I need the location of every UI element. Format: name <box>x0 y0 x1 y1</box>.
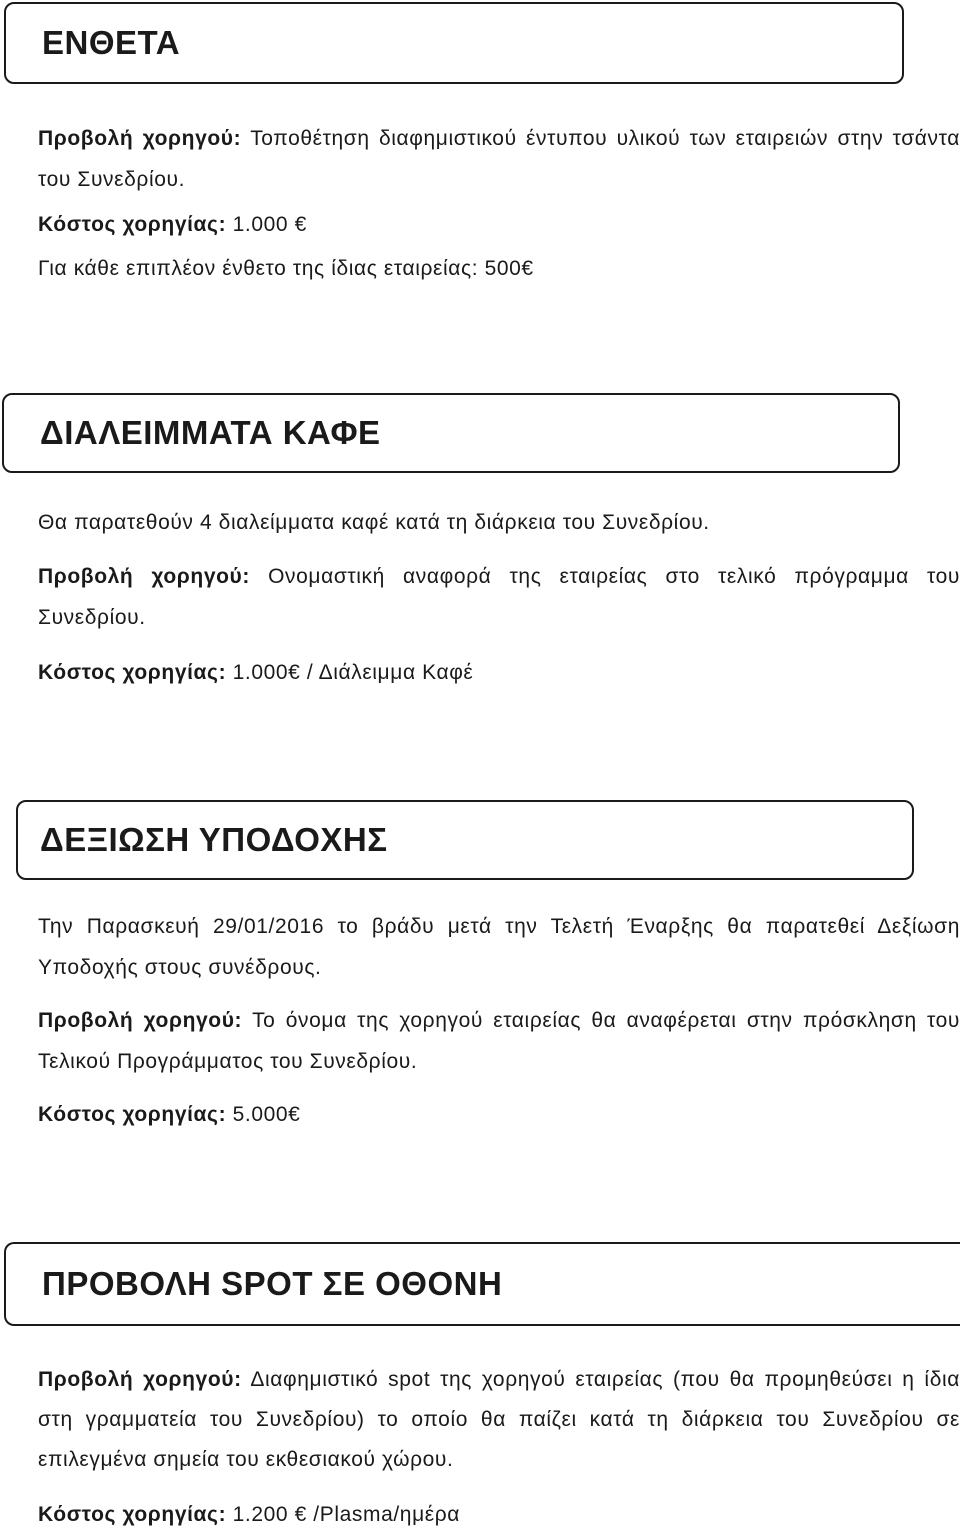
cost-value: 1.000€ / Διάλειμμα Καφέ <box>232 661 474 684</box>
cost-line <box>38 204 960 245</box>
intro-text: Την Παρασκευή 29/01/2016 το βράδυ μετά την Τελετή Έναρξης θα παρατεθεί Δεξίωση Υποδοχής στους συνέδρους. <box>38 915 960 979</box>
exposure-text: Τοποθέτηση διαφημιστικού έντυπου υλικού των εταιρειών στην τσάντα του Συνεδρίου. <box>38 127 960 191</box>
cost-line <box>38 1094 960 1135</box>
cost-label: Κόστος χορηγίας: <box>38 213 227 236</box>
exposure-text: Διαφημιστικό spot της χορηγού εταιρείας (που θα προμηθεύσει η ίδια στη γραμματεία του Συνεδρίου) το οποίο θα παίζει κατά τη διάρκεια του Συνεδρίου σε επιλεγμένα σημεία του εκθεσιακού χώρου. <box>38 1368 960 1471</box>
sponsor-exposure-paragraph <box>38 556 960 638</box>
section-title: ΕΝΘΕΤΑ <box>42 24 181 61</box>
sponsor-exposure-paragraph <box>38 1000 960 1082</box>
exposure-label: Προβολή χορηγού: <box>38 565 250 588</box>
section-heading-spot-screen <box>4 1242 960 1326</box>
extra-text: Για κάθε επιπλέον ένθετο της ίδιας εταιρείας: 500€ <box>38 257 534 280</box>
section-heading-entheta <box>4 2 904 84</box>
exposure-text: Ονομαστική αναφορά της εταιρείας στο τελικό πρόγραμμα του Συνεδρίου. <box>38 565 960 629</box>
cost-line <box>38 1494 960 1535</box>
section-heading-coffee-breaks <box>2 393 900 473</box>
section-title: ΠΡΟΒΟΛΗ SPOT ΣΕ ΟΘΟΝΗ <box>42 1265 503 1302</box>
cost-value: 5.000€ <box>232 1103 301 1126</box>
exposure-label: Προβολή χορηγού: <box>38 127 242 150</box>
section-heading-reception <box>16 800 914 880</box>
intro-paragraph <box>38 502 960 543</box>
sponsor-exposure-paragraph <box>38 1360 960 1480</box>
extra-insert-line <box>38 248 960 289</box>
cost-label: Κόστος χορηγίας: <box>38 661 227 684</box>
exposure-label: Προβολή χορηγού: <box>38 1009 243 1032</box>
intro-text: Θα παρατεθούν 4 διαλείμματα καφέ κατά τη διάρκεια του Συνεδρίου. <box>38 511 710 534</box>
cost-value: 1.200 € /Plasma/ημέρα <box>232 1503 461 1526</box>
cost-line <box>38 652 960 693</box>
cost-label: Κόστος χορηγίας: <box>38 1103 227 1126</box>
cost-value: 1.000 € <box>232 213 307 236</box>
exposure-text: Το όνομα της χορηγού εταιρείας θα αναφέρεται στην πρόσκληση του Τελικού Προγράμματος του Συνεδρίου. <box>38 1009 960 1073</box>
cost-label: Κόστος χορηγίας: <box>38 1503 227 1526</box>
intro-paragraph <box>38 906 960 988</box>
exposure-label: Προβολή χορηγού: <box>38 1368 242 1391</box>
section-title: ΔΙΑΛΕΙΜΜΑΤΑ ΚΑΦΕ <box>40 414 381 451</box>
sponsor-exposure-paragraph <box>38 118 960 200</box>
section-title: ΔΕΞΙΩΣΗ ΥΠΟΔΟΧΗΣ <box>40 821 388 858</box>
